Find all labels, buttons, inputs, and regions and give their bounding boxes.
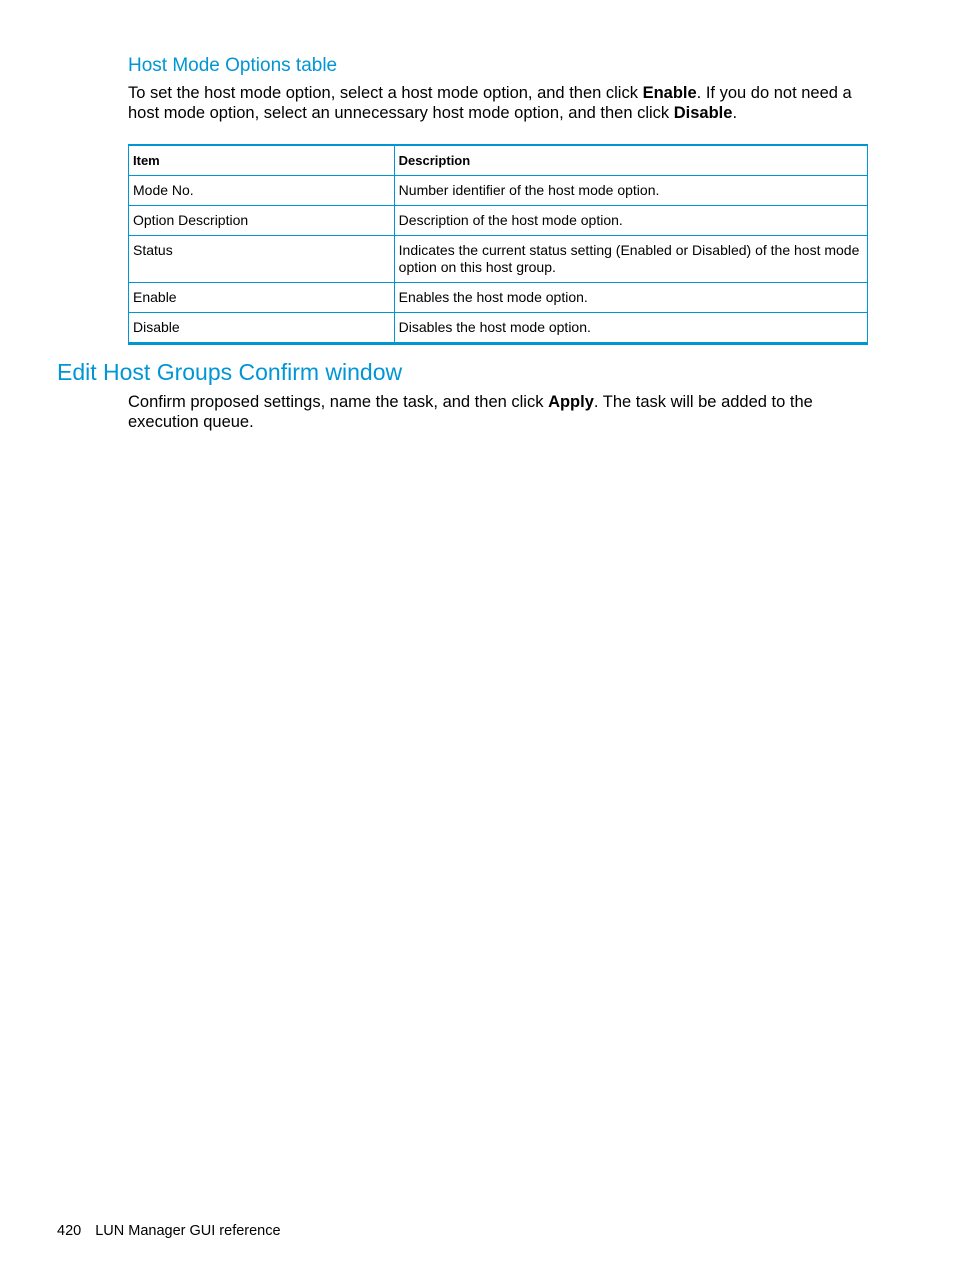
apply-keyword: Apply xyxy=(548,393,594,411)
item-cell: Mode No. xyxy=(129,176,395,206)
description-cell: Enables the host mode option. xyxy=(394,283,867,313)
confirm-window-heading: Edit Host Groups Confirm window xyxy=(57,359,403,385)
description-cell: Number identifier of the host mode option. xyxy=(394,176,867,206)
item-cell: Disable xyxy=(129,313,395,344)
table-row xyxy=(129,283,868,313)
table-row xyxy=(129,236,868,283)
page-number: 420 xyxy=(57,1223,82,1239)
table-row xyxy=(129,206,868,236)
table-header-row xyxy=(129,145,868,176)
description-cell: Indicates the current status setting (Enabled or Disabled) of the host mode option on this host group. xyxy=(394,236,867,283)
item-cell: Status xyxy=(129,236,395,283)
item-cell: Option Description xyxy=(129,206,395,236)
intro-text-2: . If you do not need a host mode option, select an unnecessary host mode option, and then click xyxy=(128,84,852,122)
footer-title: LUN Manager GUI reference xyxy=(95,1223,281,1239)
table-row xyxy=(129,176,868,206)
intro-text-1: To set the host mode option, select a host mode option, and then click xyxy=(128,84,643,102)
confirm-paragraph xyxy=(128,392,868,432)
confirm-text-1: Confirm proposed settings, name the task, and then click xyxy=(128,393,549,411)
disable-keyword: Disable xyxy=(673,104,733,122)
item-cell: Enable xyxy=(129,283,395,313)
enable-keyword: Enable xyxy=(642,84,697,102)
host-mode-options-table xyxy=(128,144,868,345)
column-header-item: Item xyxy=(129,145,395,176)
description-cell: Description of the host mode option. xyxy=(394,206,867,236)
table-row xyxy=(129,313,868,344)
intro-paragraph xyxy=(128,83,868,123)
page-footer xyxy=(57,1222,281,1240)
confirm-text-2: . The task will be added to the execution queue. xyxy=(128,393,813,431)
section-subheading: Host Mode Options table xyxy=(128,55,338,76)
intro-text-3: . xyxy=(732,104,738,122)
column-header-description: Description xyxy=(394,145,867,176)
description-cell: Disables the host mode option. xyxy=(394,313,867,344)
